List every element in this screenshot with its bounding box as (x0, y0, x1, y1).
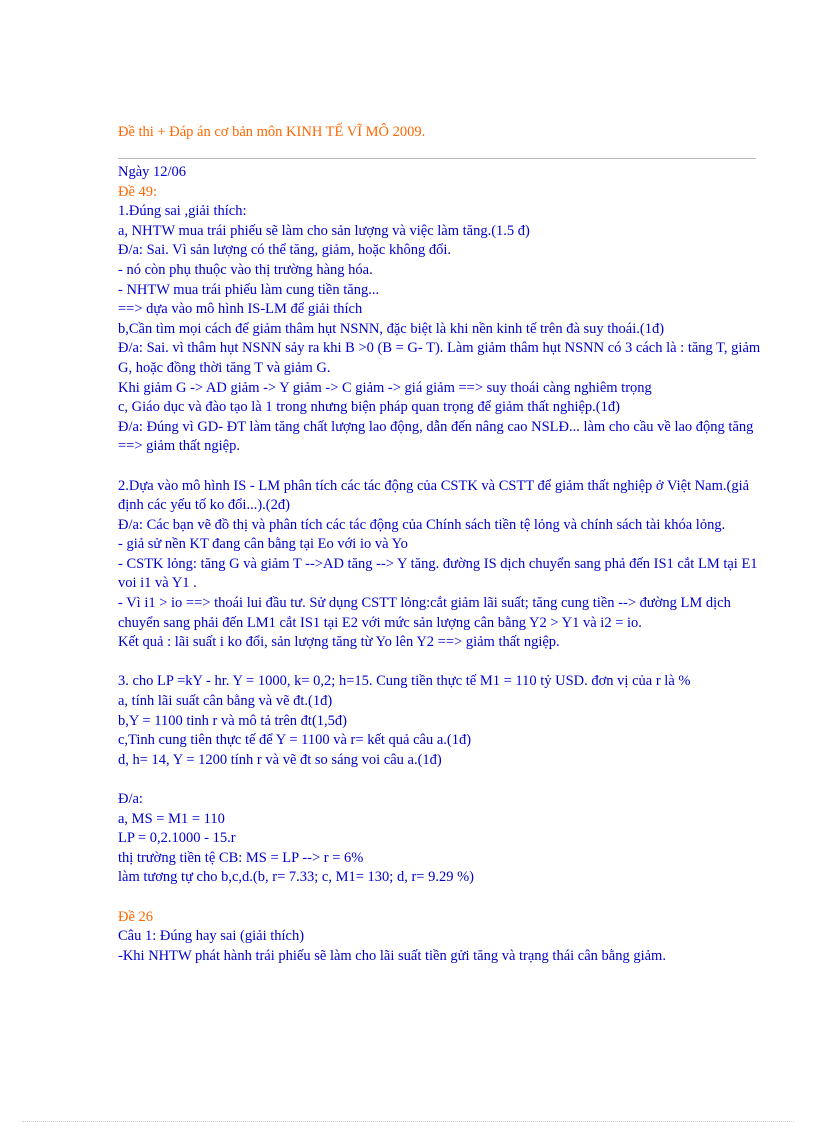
page-bottom-divider (22, 1121, 794, 1122)
text-line: ==> dựa vào mô hình IS-LM để giải thích (118, 301, 363, 318)
text-line: - NHTW mua trái phiếu làm cung tiền tăng... (118, 281, 380, 298)
text-line: Đề 49: (118, 183, 158, 200)
text-line: Đ/a: (118, 791, 143, 807)
text-line: - CSTK lỏng: tăng G và giảm T -->AD tăng --> Y tăng. đường IS dịch chuyển sang phả đến IS1 cắt LM tại E1 voi i1 và Y1 . (118, 555, 758, 592)
text-line: c, Giáo dục và đào tạo là 1 trong nhưng biện pháp quan trọng để giảm thất nghiệp.(1đ) (118, 399, 620, 416)
text-line: a, tính lãi suất cân bằng và vẽ đt.(1đ) (118, 693, 333, 710)
text-line: Đ/a: Đúng vì GD- ĐT làm tăng chất lượng lao động, dẫn đến nâng cao NSLĐ... làm cho cầu về lao động tăng ==> giảm thất ngiệp. (118, 418, 754, 455)
document-title: Đề thi + Đáp án cơ bản môn KINH TẾ VĨ MÔ 2009. (118, 124, 426, 140)
text-line: b,Cần tìm mọi cách để giảm thâm hụt NSNN, đặc biệt là khi nền kinh tế trên đà suy thoái.(1đ) (118, 320, 665, 337)
blank-line (118, 888, 763, 908)
text-line: a, NHTW mua trái phiếu sẽ làm cho sản lượng và việc làm tăng.(1.5 đ) (118, 222, 530, 239)
text-line: - Vì i1 > io ==> thoái lui đầu tư. Sử dụng CSTT lỏng:cắt giảm lãi suất; tăng cung tiền --> đường LM dịch chuyển sang phải đến LM1 cắt IS1 tại E2 với mức sản lượng cân bằng Y2 > Y1 và i2 = io. (118, 595, 731, 631)
text-line: -Khi NHTW phát hành trái phiếu sẽ làm cho lãi suất tiền gửi tăng và trạng thái cân bằng giảm. (118, 947, 666, 964)
blank-line (118, 770, 763, 790)
text-line: Đề 26 (118, 908, 154, 925)
text-line: 2.Dựa vào mô hình IS - LM phân tích các tác động của CSTK và CSTT để giảm thất nghiệp ở Việt Nam.(giả định các yếu tố ko đổi...).(2đ) (118, 477, 750, 514)
text-line: làm tương tự cho b,c,d.(b, r= 7.33; c, M1= 130; d, r= 9.29 %) (118, 869, 474, 886)
text-line: b,Y = 1100 tinh r và mô tả trên đt(1,5đ) (118, 712, 347, 729)
text-line: - nó còn phụ thuộc vào thị trường hàng hóa. (118, 261, 373, 278)
blank-line (118, 457, 763, 477)
text-line: a, MS = M1 = 110 (118, 810, 225, 827)
text-line: Đ/a: Các bạn vẽ đồ thị và phân tích các tác động của Chính sách tiền tệ lỏng và chính sách tài khóa lỏng. (118, 516, 726, 533)
text-line: 3. cho LP =kY - hr. Y = 1000, k= 0,2; h=15. Cung tiền thực tế M1 = 110 tỷ USD. đơn vị của r là % (118, 673, 691, 690)
text-line: Câu 1: Đúng hay sai (giải thích) (118, 928, 305, 945)
text-line: Khi giảm G -> AD giảm -> Y giảm -> C giảm -> giá giảm ==> suy thoái càng nghiêm trọng (118, 379, 652, 396)
text-line: 1.Đúng sai ,giải thích: (118, 203, 247, 220)
blank-line (118, 653, 763, 673)
text-line: Đ/a: Sai. vì thâm hụt NSNN sảy ra khi B >0 (B = G- T). Làm giảm thâm hụt NSNN có 3 cách là : tăng T, giảm G, hoặc đồng thời tăng T và giảm G. (118, 340, 761, 376)
text-line: thị trường tiền tệ CB: MS = LP --> r = 6% (118, 849, 364, 866)
text-line: Ngày 12/06 (118, 164, 187, 180)
text-line: Đ/a: Sai. Vì sản lượng có thể tăng, giảm, hoặc không đổi. (118, 242, 451, 259)
text-line: d, h= 14, Y = 1200 tính r và vẽ đt so sáng voi câu a.(1đ) (118, 751, 442, 768)
text-line: Kết quả : lãi suất i ko đổi, sản lượng tăng từ Yo lên Y2 ==> giảm thất ngiệp. (118, 634, 560, 651)
text-line: c,Tinh cung tiên thực tế để Y = 1100 và r= kết quả câu a.(1đ) (118, 732, 472, 749)
text-line: LP = 0,2.1000 - 15.r (118, 830, 236, 847)
text-line: - giả sử nền KT đang cân bằng tại Eo với io và Yo (118, 536, 408, 553)
title-divider (118, 158, 756, 159)
document-body (118, 163, 763, 966)
